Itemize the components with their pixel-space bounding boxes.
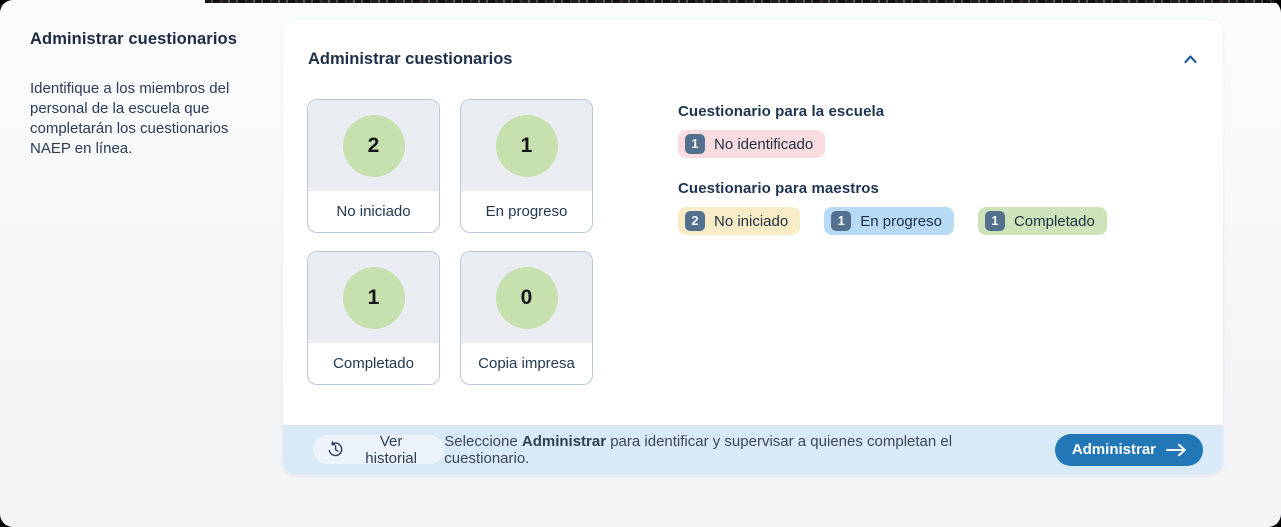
panel-title: Administrar cuestionarios <box>308 50 513 68</box>
badge-label: En progreso <box>860 212 942 230</box>
footer-instruction-bold: Administrar <box>521 432 607 450</box>
status-badge-en-progreso <box>824 207 954 235</box>
stat-count-circle <box>343 267 405 329</box>
footer-instruction-suffix: para identificar y supervisar a quienes completan el cuestionario. <box>444 432 953 467</box>
stat-card-top <box>461 100 592 191</box>
stat-card-copia-impresa <box>460 251 593 385</box>
stat-count: 1 <box>367 285 380 309</box>
stat-count: 0 <box>520 285 533 309</box>
manage-questionnaires-panel <box>283 20 1223 474</box>
stat-label: En progreso <box>485 203 568 220</box>
status-badge-no-iniciado <box>678 207 800 235</box>
status-cards <box>307 99 593 385</box>
sidebar-description: Identifique a los miembros del personal de la escuela que completarán los cuestionarios NAEP en línea. <box>30 80 230 157</box>
history-clock-icon <box>327 441 344 458</box>
stat-count: 1 <box>520 133 533 157</box>
badge-count-chip: 1 <box>985 211 1005 231</box>
status-badge-no-identificado <box>678 130 825 158</box>
top-crop-artifact <box>205 0 1281 3</box>
footer-instruction <box>444 433 1041 467</box>
questionnaire-status-groups <box>678 103 1107 257</box>
badge-count-chip: 1 <box>831 211 851 231</box>
collapse-button[interactable] <box>1175 44 1205 74</box>
stat-count: 2 <box>367 133 380 157</box>
sidebar <box>30 30 242 159</box>
sidebar-title: Administrar cuestionarios <box>30 30 237 48</box>
badge-count-chip: 1 <box>685 134 705 154</box>
panel-header <box>308 50 1198 69</box>
badge-row <box>678 207 1107 235</box>
arrow-right-icon <box>1165 443 1188 457</box>
chevron-up-icon <box>1181 50 1200 69</box>
stat-card-no-iniciado <box>307 99 440 233</box>
stat-card-completado <box>307 251 440 385</box>
panel-footer <box>283 425 1223 474</box>
footer-instruction-prefix: Seleccione <box>444 432 522 450</box>
stat-count-circle <box>496 267 558 329</box>
stat-count-circle <box>343 115 405 177</box>
administrar-button[interactable] <box>1055 434 1203 466</box>
stat-card-top <box>308 100 439 191</box>
view-history-button[interactable] <box>313 432 444 467</box>
badge-label: No iniciado <box>714 212 789 230</box>
stat-card-en-progreso <box>460 99 593 233</box>
group-heading-maestros: Cuestionario para maestros <box>678 180 879 197</box>
stat-label: Completado <box>333 355 414 372</box>
group-heading-escuela: Cuestionario para la escuela <box>678 103 885 120</box>
badge-label: No identificado <box>714 135 814 153</box>
stat-card-top <box>308 252 439 343</box>
stat-label: No iniciado <box>336 203 411 220</box>
stat-label: Copia impresa <box>478 355 575 372</box>
badge-count-chip: 2 <box>685 211 705 231</box>
stat-count-circle <box>496 115 558 177</box>
badge-label: Completado <box>1013 212 1095 230</box>
stat-card-top <box>461 252 592 343</box>
view-history-label: Ver historial <box>365 432 417 467</box>
status-badge-completado <box>978 207 1107 235</box>
badge-row <box>678 130 1107 158</box>
administrar-button-label: Administrar <box>1071 441 1156 458</box>
